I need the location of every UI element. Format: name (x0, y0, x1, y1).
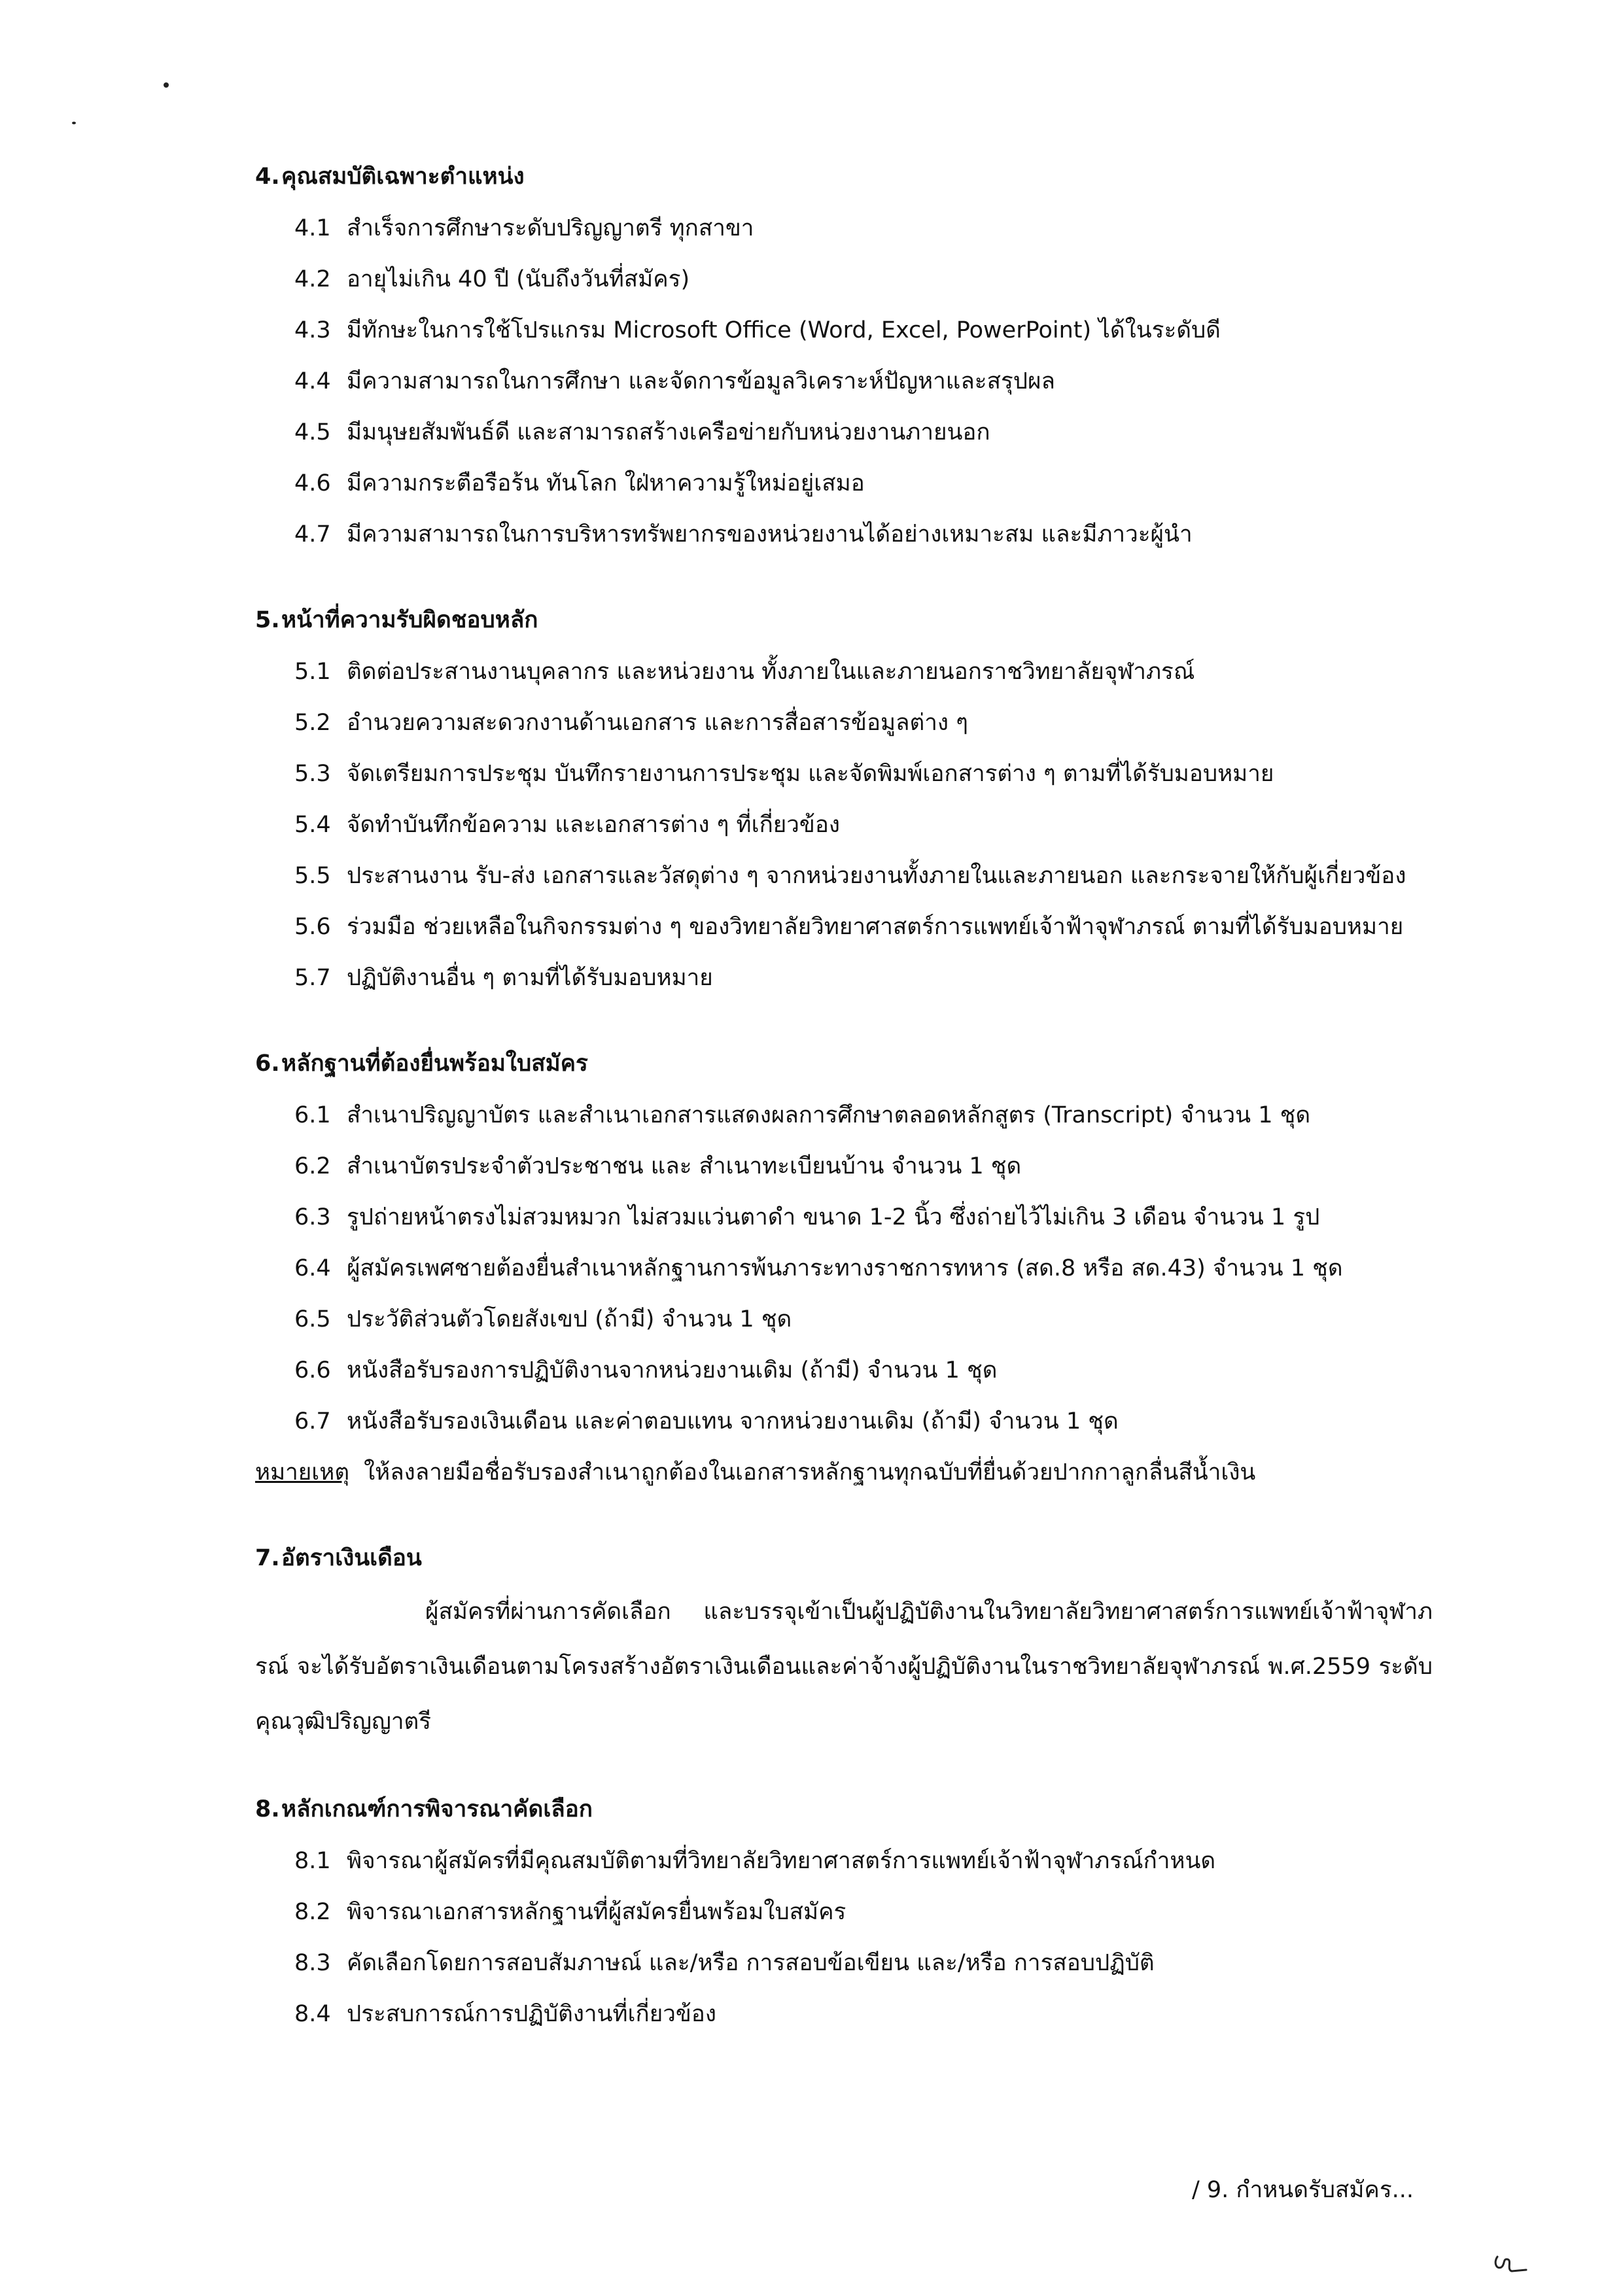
item-number: 5.3 (294, 761, 331, 787)
item-text: อำนวยความสะดวกงานด้านเอกสาร และการสื่อสารข้อมูลต่าง ๆ (347, 710, 968, 736)
item-text: สำเนาบัตรประจำตัวประชาชน และ สำเนาทะเบียนบ้าน จำนวน 1 ชุด (347, 1153, 1022, 1179)
item-number: 4.7 (294, 521, 331, 548)
continuation-footer: / 9. กำหนดรับสมัคร... (1191, 2177, 1414, 2203)
item-text: จัดเตรียมการประชุม บันทึกรายงานการประชุม และจัดพิมพ์เอกสารต่าง ๆ ตามที่ได้รับมอบหมาย (347, 761, 1274, 787)
item-number: 4.4 (294, 368, 331, 394)
list-item (255, 1294, 1446, 1345)
section-number: 6. (255, 1051, 280, 1077)
item-text: พิจารณาเอกสารหลักฐานที่ผู้สมัครยื่นพร้อมใบสมัคร (347, 1899, 846, 1925)
list-item (255, 952, 1446, 1003)
item-text: อายุไม่เกิน 40 ปี (นับถึงวันที่สมัคร) (347, 266, 690, 292)
item-text: จัดทำบันทึกข้อความ และเอกสารต่าง ๆ ที่เกี่ยวข้อง (347, 812, 840, 838)
item-number: 6.6 (294, 1357, 331, 1383)
item-text: มีความสามารถในการบริหารทรัพยากรของหน่วยงานได้อย่างเหมาะสม และมีภาวะผู้นำ (347, 521, 1193, 548)
item-text: มีมนุษยสัมพันธ์ดี และสามารถสร้างเครือข่ายกับหน่วยงานภายนอก (347, 419, 990, 445)
section-qualifications (255, 157, 1446, 560)
item-number: 5.7 (294, 965, 331, 991)
item-text: มีความกระตือรือร้น ทันโลก ใฝ่หาความรู้ใหม่อยู่เสมอ (347, 470, 865, 496)
item-number: 6.1 (294, 1102, 331, 1128)
item-text: ปฏิบัติงานอื่น ๆ ตามที่ได้รับมอบหมาย (347, 965, 713, 991)
section-title: คุณสมบัติเฉพาะตำแหน่ง (281, 164, 525, 190)
section-number: 5. (255, 607, 280, 633)
item-text: ติดต่อประสานงานบุคลากร และหน่วยงาน ทั้งภายในและภายนอกราชวิทยาลัยจุฬาภรณ์ (347, 659, 1195, 685)
item-text: รูปถ่ายหน้าตรงไม่สวมหมวก ไม่สวมแว่นตาดำ ขนาด 1-2 นิ้ว ซึ่งถ่ายไว้ไม่เกิน 3 เดือน จำนวน 1 รูป (347, 1204, 1320, 1230)
section-responsibilities (255, 600, 1446, 1003)
item-text: มีความสามารถในการศึกษา และจัดการข้อมูลวิเคราะห์ปัญหาและสรุปผล (347, 368, 1055, 394)
list-item (255, 1396, 1446, 1447)
section-heading (255, 1044, 1446, 1083)
item-text: สำเร็จการศึกษาระดับปริญญาตรี ทุกสาขา (347, 215, 754, 241)
list-item (255, 203, 1446, 254)
initials-icon (1492, 2250, 1531, 2276)
list-item (255, 799, 1446, 850)
list-item (255, 748, 1446, 799)
item-text: มีทักษะในการใช้โปรแกรม Microsoft Office (Word, Excel, PowerPoint) ได้ในระดับดี (347, 317, 1221, 343)
item-number: 5.2 (294, 710, 331, 736)
item-number: 5.6 (294, 914, 331, 940)
item-number: 8.2 (294, 1899, 331, 1925)
list-item (255, 901, 1446, 952)
item-text: ร่วมมือ ช่วยเหลือในกิจกรรมต่าง ๆ ของวิทยาลัยวิทยาศาสตร์การแพทย์เจ้าฟ้าจุฬาภรณ์ ตามที่ได้รับมอบหมาย (347, 914, 1404, 940)
list-item (255, 407, 1446, 458)
list-item (255, 1090, 1446, 1141)
remark (255, 1447, 1446, 1498)
list-item (255, 1192, 1446, 1243)
document-body (255, 157, 1446, 2080)
scan-speck (72, 122, 76, 124)
section-title: หลักฐานที่ต้องยื่นพร้อมใบสมัคร (281, 1051, 588, 1077)
item-number: 6.4 (294, 1255, 331, 1281)
item-text: คัดเลือกโดยการสอบสัมภาษณ์ และ/หรือ การสอบข้อเขียน และ/หรือ การสอบปฏิบัติ (347, 1950, 1155, 1976)
item-number: 6.2 (294, 1153, 331, 1179)
item-number: 5.5 (294, 863, 331, 889)
scan-speck (164, 82, 169, 88)
section-heading (255, 157, 1446, 196)
item-text: หนังสือรับรองเงินเดือน และค่าตอบแทน จากหน่วยงานเดิม (ถ้ามี) จำนวน 1 ชุด (347, 1408, 1119, 1435)
list-item (255, 1938, 1446, 1989)
item-text: พิจารณาผู้สมัครที่มีคุณสมบัติตามที่วิทยาลัยวิทยาศาสตร์การแพทย์เจ้าฟ้าจุฬาภรณ์กำหนด (347, 1848, 1216, 1874)
item-number: 6.3 (294, 1204, 331, 1230)
item-text: หนังสือรับรองการปฏิบัติงานจากหน่วยงานเดิม (ถ้ามี) จำนวน 1 ชุด (347, 1357, 998, 1383)
list-item (255, 850, 1446, 901)
list-item (255, 1243, 1446, 1294)
item-number: 4.6 (294, 470, 331, 496)
remark-label: หมายเหตุ (255, 1459, 350, 1486)
item-number: 4.2 (294, 266, 331, 292)
item-number: 4.3 (294, 317, 331, 343)
list-item (255, 697, 1446, 748)
list-item (255, 1887, 1446, 1938)
list-item (255, 254, 1446, 305)
section-heading (255, 600, 1446, 640)
item-text: ผู้สมัครเพศชายต้องยื่นสำเนาหลักฐานการพ้นภาระทางราชการทหาร (สด.8 หรือ สด.43) จำนวน 1 ชุด (347, 1255, 1343, 1281)
section-title: หลักเกณฑ์การพิจารณาคัดเลือก (281, 1796, 593, 1822)
section-heading (255, 1539, 1446, 1578)
item-number: 8.1 (294, 1848, 331, 1874)
item-number: 6.7 (294, 1408, 331, 1435)
section-heading (255, 1790, 1446, 1829)
list-item (255, 646, 1446, 697)
salary-paragraph: ผู้สมัครที่ผ่านการคัดเลือก และบรรจุเข้าเป็นผู้ปฏิบัติงานในวิทยาลัยวิทยาศาสตร์การแพทย์เจ้าฟ้าจุฬาภรณ์ จะได้รับอัตราเงินเดือนตามโครงสร้างอัตราเงินเดือนและค่าจ้างผู้ปฏิบัติงานในราชวิทยาลัยจุฬาภรณ์ พ.ศ.2559 ระดับคุณวุฒิปริญญาตรี (255, 1599, 1433, 1735)
section-title: หน้าที่ความรับผิดชอบหลัก (281, 607, 538, 633)
section-number: 7. (255, 1545, 280, 1571)
item-text: สำเนาปริญญาบัตร และสำเนาเอกสารแสดงผลการศึกษาตลอดหลักสูตร (Transcript) จำนวน 1 ชุด (347, 1102, 1311, 1128)
item-number: 8.4 (294, 2001, 331, 2027)
item-number: 8.3 (294, 1950, 331, 1976)
item-text: ประสบการณ์การปฏิบัติงานที่เกี่ยวข้อง (347, 2001, 716, 2027)
list-item (255, 1141, 1446, 1192)
item-text: ประสานงาน รับ-ส่ง เอกสารและวัสดุต่าง ๆ จากหน่วยงานทั้งภายในและภายนอก และกระจายให้กับผู้เกี่ยวข้อง (347, 863, 1406, 889)
list-item (255, 356, 1446, 407)
section-number: 8. (255, 1796, 280, 1822)
item-text: ประวัติส่วนตัวโดยสังเขป (ถ้ามี) จำนวน 1 ชุด (347, 1306, 792, 1332)
list-item (255, 509, 1446, 560)
item-number: 6.5 (294, 1306, 331, 1332)
list-item (255, 1989, 1446, 2040)
section-title: อัตราเงินเดือน (281, 1545, 422, 1571)
item-number: 5.4 (294, 812, 331, 838)
section-number: 4. (255, 164, 280, 190)
list-item (255, 458, 1446, 509)
section-required-documents (255, 1044, 1446, 1498)
item-number: 5.1 (294, 659, 331, 685)
remark-text: ให้ลงลายมือชื่อรับรองสำเนาถูกต้องในเอกสารหลักฐานทุกฉบับที่ยื่นด้วยปากกาลูกลื่นสีน้ำเงิน (364, 1459, 1256, 1486)
list-item (255, 1835, 1446, 1887)
item-number: 4.5 (294, 419, 331, 445)
section-selection-criteria (255, 1790, 1446, 2040)
list-item (255, 1345, 1446, 1396)
list-item (255, 305, 1446, 356)
section-salary (255, 1539, 1446, 1749)
item-number: 4.1 (294, 215, 331, 241)
